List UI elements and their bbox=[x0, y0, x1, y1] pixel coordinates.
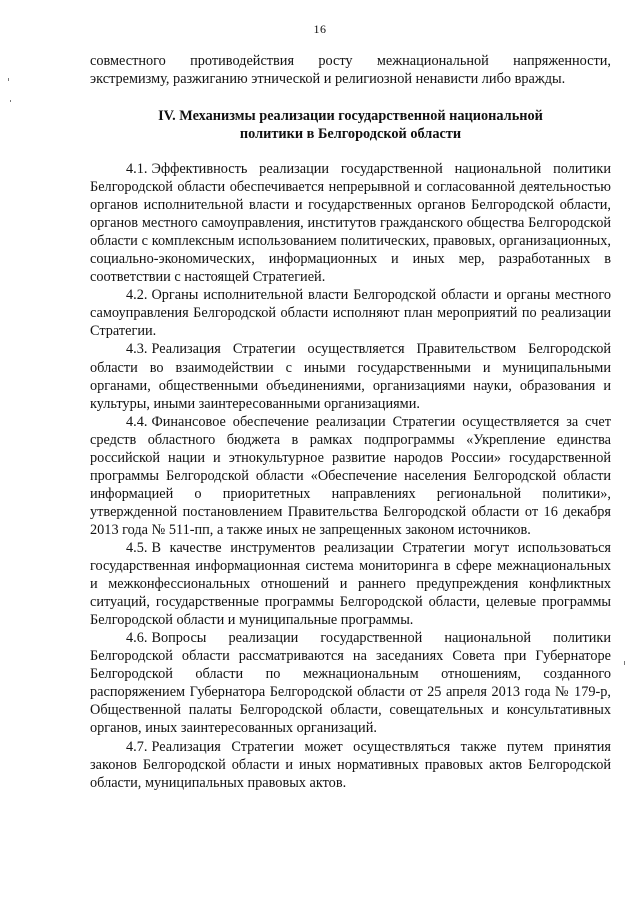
paragraph-4-5 bbox=[90, 539, 611, 629]
paragraph-4-6 bbox=[90, 629, 611, 737]
scan-mark bbox=[624, 661, 625, 665]
page-number: 16 bbox=[313, 22, 327, 36]
paragraph-number: 4.2. bbox=[126, 287, 148, 304]
section-heading bbox=[90, 107, 611, 143]
scan-mark bbox=[8, 78, 9, 81]
paragraph-number: 4.4. bbox=[126, 413, 148, 430]
paragraph-number: 4.1. bbox=[126, 161, 148, 177]
paragraph-text: Реализация Стратегии осуществляется Правительством Белгородской области во взаимодействии с иными государственными и муниципальными органами, общественными объединениями, организациями науки, образования и культуры, иными заинтересованными организациями. bbox=[90, 341, 611, 412]
section-body bbox=[90, 160, 611, 792]
paragraph-4-3 bbox=[90, 340, 611, 412]
paragraph-number: 4.6. bbox=[126, 630, 148, 647]
lead-paragraph: совместного противодействия росту межнациональной напряженности, экстремизму, разжиганию этнической и религиозной ненависти либо вражды. bbox=[90, 53, 611, 88]
paragraph-text: Вопросы реализации государственной национальной политики Белгородской области рассматриваются на заседаниях Совета при Губернаторе Белгородской области по межнациональным отношениям, созданного распоряжением Губернатора Белгородской области от 25 апреля 2013 года № 179-р, Общественной палаты Белгородской области, совещательных и консультативных органов, иных заинтересованных организаций. bbox=[90, 630, 611, 737]
paragraph-text: В качестве инструментов реализации Стратегии могут использоваться государственная информационная система мониторинга в сфере межнациональных и межконфессиональных отношений и раннего предупреждения конфликтных ситуаций, государственные программы Белгородской области, целевые программы Белгородской области и муниципальные программы. bbox=[90, 539, 611, 629]
paragraph-4-1 bbox=[90, 160, 611, 286]
section-heading-line-1: IV. Механизмы реализации государственной национальной bbox=[158, 108, 543, 124]
paragraph-text: Органы исполнительной власти Белгородской области и органы местного самоуправления Белгородской области исполняют план мероприятий по реализации Стратегии. bbox=[90, 287, 611, 340]
paragraph-4-2 bbox=[90, 286, 611, 340]
scan-mark bbox=[10, 100, 11, 102]
paragraph-number: 4.5. bbox=[126, 539, 148, 556]
section-heading-line-2: политики в Белгородской области bbox=[239, 126, 462, 142]
paragraph-number: 4.7. bbox=[126, 738, 148, 755]
paragraph-4-7 bbox=[90, 738, 611, 792]
paragraph-4-4 bbox=[90, 413, 611, 539]
paragraph-text: Финансовое обеспечение реализации Стратегии осуществляется за счет средств областного бюджета в рамках подпрограммы «Укрепление единства российской нации и этнокультурное развитие народов России» государственной программы Белгородской области «Обеспечение населения Белгородской области информацией о приоритетных направлениях региональной политики», утвержденной постановлением Правительства Белгородской области от 16 декабря 2013 года № 511-пп, а также иных не запрещенных законом источников. bbox=[90, 413, 611, 538]
paragraph-text: Реализация Стратегии может осуществляться также путем принятия законов Белгородской области и иных нормативных правовых актов Белгородской области, муниципальных правовых актов. bbox=[90, 738, 611, 791]
paragraph-text: Эффективность реализации государственной национальной политики Белгородской области обеспечивается непрерывной и согласованной деятельностью органов исполнительной власти и государственных органов Белгородской области, органов местного самоуправления, институтов гражданского общества Белгородской области с комплексным использованием политических, правовых, организационных, социально-экономических, информационных и иных мер, разработанных в соответствии с настоящей Стратегией. bbox=[90, 161, 611, 286]
paragraph-number: 4.3. bbox=[126, 341, 148, 358]
